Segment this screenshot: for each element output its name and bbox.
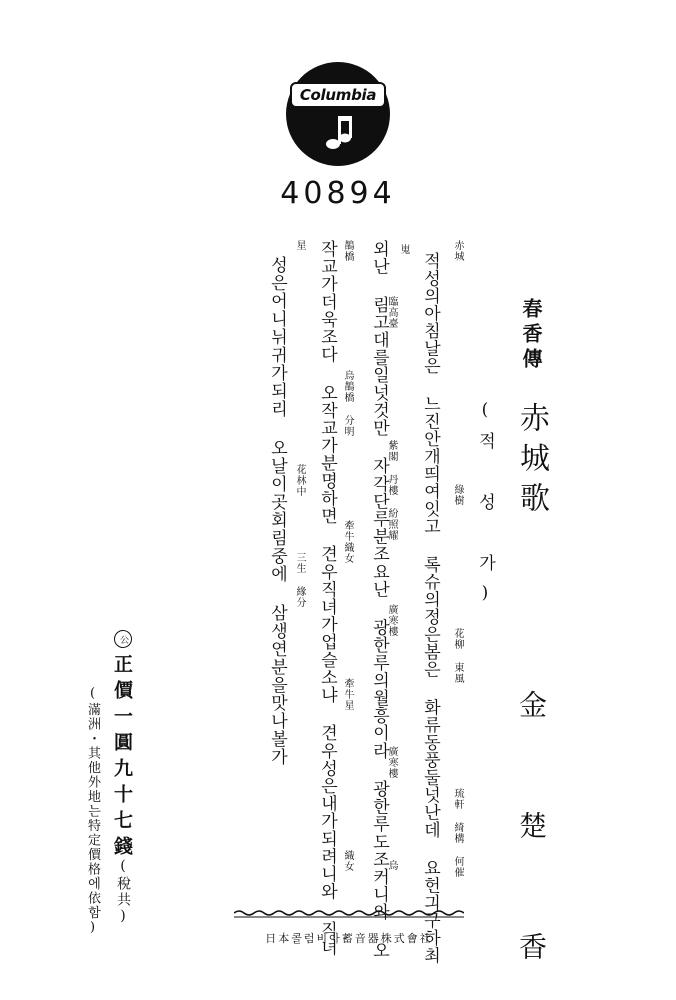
lyric4-ruby-c: 三生 緣分 bbox=[294, 552, 305, 608]
lyric1-ruby-b: 綠樹 bbox=[452, 484, 463, 506]
lyric4-ruby-b: 花林中 bbox=[294, 464, 305, 497]
price-note: (滿洲・其他外地는特定價格에依함) bbox=[85, 686, 100, 937]
lyric3-ruby-c: 牽牛織女 bbox=[342, 520, 353, 564]
columbia-logo bbox=[286, 62, 390, 166]
lyric1-ruby-c: 花柳 東風 bbox=[452, 628, 463, 684]
lyric3-ruby-e: 織女 bbox=[342, 850, 353, 872]
lyric-line-1: 적성의아침날은 느진안개띄여잇고 록슈의정은봄은 화류동풍둘넛난데 요헌긔구하최 bbox=[420, 252, 440, 964]
lyric2-ruby-d: 廣寒樓 bbox=[386, 604, 397, 637]
lyric-line-4: 성은어니뉘귀가되리 오날이곳회림중에 삼생연분을맛나볼가 bbox=[267, 256, 287, 766]
decorative-rule bbox=[234, 908, 464, 918]
lyric3-ruby-a: 鵲橋 bbox=[342, 240, 353, 262]
lyric2-ruby-f: 烏 bbox=[386, 860, 397, 871]
lyric1-ruby-a: 赤城 bbox=[452, 240, 463, 262]
official-price-mark bbox=[114, 630, 132, 648]
lyric2-ruby-e: 廣寒樓 bbox=[386, 746, 397, 779]
music-note-icon bbox=[316, 112, 360, 156]
lyric2-ruby-a: 嵬 bbox=[398, 244, 409, 255]
price-tax: (稅共) bbox=[115, 858, 131, 926]
official-mark-icon: 公 bbox=[114, 630, 132, 648]
catalog-number: 40894 bbox=[280, 176, 396, 211]
song-title-reading: (적 성 가) bbox=[475, 400, 495, 615]
price-main: 正價一圓九十七錢 bbox=[111, 654, 133, 862]
song-title: 赤城歌 bbox=[514, 402, 549, 522]
lyric-line-2: 외난 림고대를일넛것만 자각단루분조요난 광한루의월흥이라 광한루도조커니와 오 bbox=[369, 240, 389, 959]
lyric3-ruby-d: 牽牛星 bbox=[342, 678, 353, 711]
lyric2-ruby-c: 紫閣 丹樓 紛照耀 bbox=[386, 440, 397, 541]
singer-name: 金 楚 香 bbox=[515, 690, 548, 990]
lyric3-ruby-b: 烏鵲橋 分明 bbox=[342, 370, 353, 437]
lyric1-ruby-d: 琉軒 綺構 何催 bbox=[452, 788, 463, 878]
lyric-line-3: 작교가더욱조다 오작교가분명하면 견우직녀가업슬소냐 견우성은내가되려니와 직녀 bbox=[317, 240, 337, 956]
logo-wordmark: Columbia bbox=[290, 82, 386, 108]
lyric4-ruby-a: 星 bbox=[294, 240, 305, 251]
company-name: 日本콜럼비아蓄音器株式會社 bbox=[265, 932, 433, 945]
collection-title: 春香傳 bbox=[519, 298, 543, 373]
lyric2-ruby-b: 臨高臺 bbox=[386, 296, 397, 329]
